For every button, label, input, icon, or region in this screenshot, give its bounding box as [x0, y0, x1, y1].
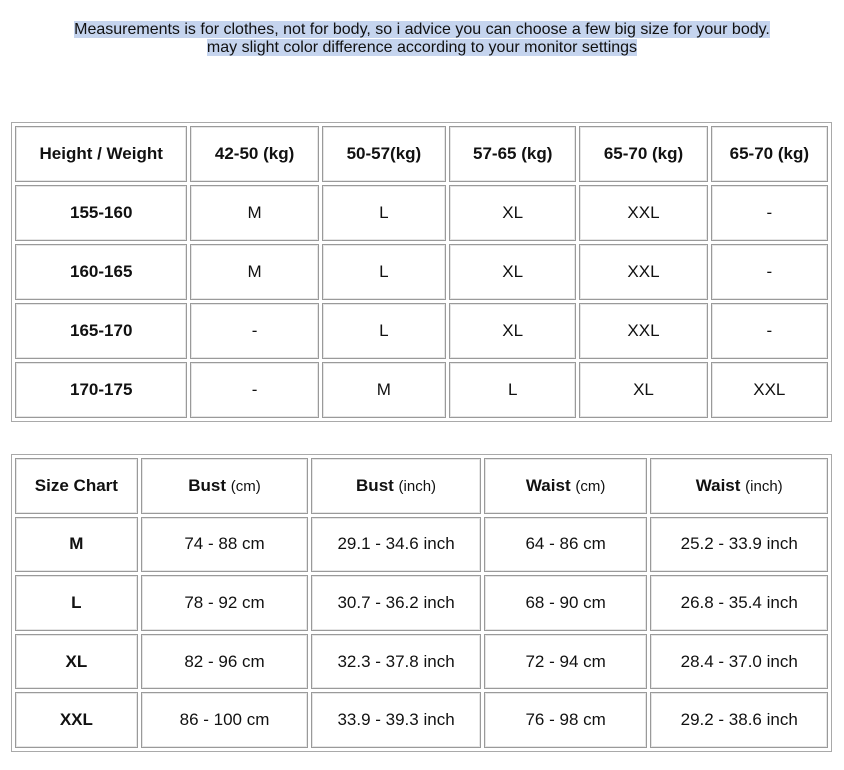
measurement-cell: 29.1 - 34.6 inch: [311, 517, 481, 573]
size-cell: L: [322, 303, 446, 359]
measurement-cell: 33.9 - 39.3 inch: [311, 692, 481, 748]
size-cell: L: [322, 244, 446, 300]
header-cell: 65-70 (kg): [711, 126, 828, 182]
size-cell: -: [711, 244, 828, 300]
header-label: Waist: [695, 475, 741, 495]
table-header-row: [15, 458, 828, 514]
table-row: [15, 362, 828, 418]
header-cell: 42-50 (kg): [190, 126, 318, 182]
size-chart-table: [11, 454, 832, 752]
table-row: [15, 517, 828, 573]
header-cell: 57-65 (kg): [449, 126, 576, 182]
header-label: Waist: [525, 475, 571, 495]
height-range-cell: 155-160: [15, 185, 187, 241]
measurement-cell: 32.3 - 37.8 inch: [311, 634, 481, 690]
height-range-cell: 165-170: [15, 303, 187, 359]
header-cell: [484, 458, 648, 514]
notice-text: [0, 21, 844, 57]
size-cell: XL: [449, 303, 576, 359]
measurement-cell: 76 - 98 cm: [484, 692, 648, 748]
measurement-cell: 26.8 - 35.4 inch: [650, 575, 828, 631]
table-row: [15, 575, 828, 631]
measurement-cell: 72 - 94 cm: [484, 634, 648, 690]
table-row: [15, 185, 828, 241]
size-cell: M: [190, 244, 318, 300]
size-cell: -: [711, 303, 828, 359]
measurement-cell: 30.7 - 36.2 inch: [311, 575, 481, 631]
measurement-cell: 25.2 - 33.9 inch: [650, 517, 828, 573]
height-range-cell: 170-175: [15, 362, 187, 418]
header-cell: [141, 458, 309, 514]
measurement-cell: 68 - 90 cm: [484, 575, 648, 631]
size-cell: -: [190, 362, 318, 418]
measurement-cell: 28.4 - 37.0 inch: [650, 634, 828, 690]
table-row: [15, 303, 828, 359]
size-cell: XXL: [579, 185, 707, 241]
header-cell: [650, 458, 828, 514]
size-cell: XL: [579, 362, 707, 418]
size-label-cell: XL: [15, 634, 138, 690]
notice-line-1: Measurements is for clothes, not for body, so i advice you can choose a few big size for your body.: [74, 21, 770, 38]
table-row: [15, 634, 828, 690]
header-label: Bust: [188, 475, 227, 495]
header-cell: 65-70 (kg): [579, 126, 707, 182]
table-header-row: [15, 126, 828, 182]
size-cell: L: [449, 362, 576, 418]
header-unit: (cm): [575, 477, 606, 495]
size-cell: M: [190, 185, 318, 241]
measurement-cell: 74 - 88 cm: [141, 517, 309, 573]
size-label-cell: XXL: [15, 692, 138, 748]
size-cell: L: [322, 185, 446, 241]
header-cell: [311, 458, 481, 514]
header-label: Bust: [356, 475, 394, 495]
size-label-cell: M: [15, 517, 138, 573]
measurement-cell: 82 - 96 cm: [141, 634, 309, 690]
height-range-cell: 160-165: [15, 244, 187, 300]
header-unit: (cm): [230, 477, 261, 495]
size-label-cell: L: [15, 575, 138, 631]
header-cell: [15, 458, 138, 514]
header-label: Size Chart: [34, 475, 118, 495]
size-cell: -: [190, 303, 318, 359]
notice-line-2: may slight color difference according to your monitor settings: [206, 39, 638, 56]
size-cell: XXL: [579, 244, 707, 300]
size-cell: M: [322, 362, 446, 418]
measurement-cell: 29.2 - 38.6 inch: [650, 692, 828, 748]
header-unit: (inch): [745, 477, 783, 495]
header-unit: (inch): [398, 477, 437, 495]
size-cell: XL: [449, 244, 576, 300]
measurement-cell: 86 - 100 cm: [141, 692, 309, 748]
size-cell: XXL: [711, 362, 828, 418]
measurement-cell: 64 - 86 cm: [484, 517, 648, 573]
height-weight-size-table: [11, 122, 832, 422]
header-cell: Height / Weight: [15, 126, 187, 182]
table-row: [15, 692, 828, 748]
size-cell: XXL: [579, 303, 707, 359]
table-row: [15, 244, 828, 300]
measurement-cell: 78 - 92 cm: [141, 575, 309, 631]
header-cell: 50-57(kg): [322, 126, 446, 182]
size-cell: -: [711, 185, 828, 241]
size-cell: XL: [449, 185, 576, 241]
